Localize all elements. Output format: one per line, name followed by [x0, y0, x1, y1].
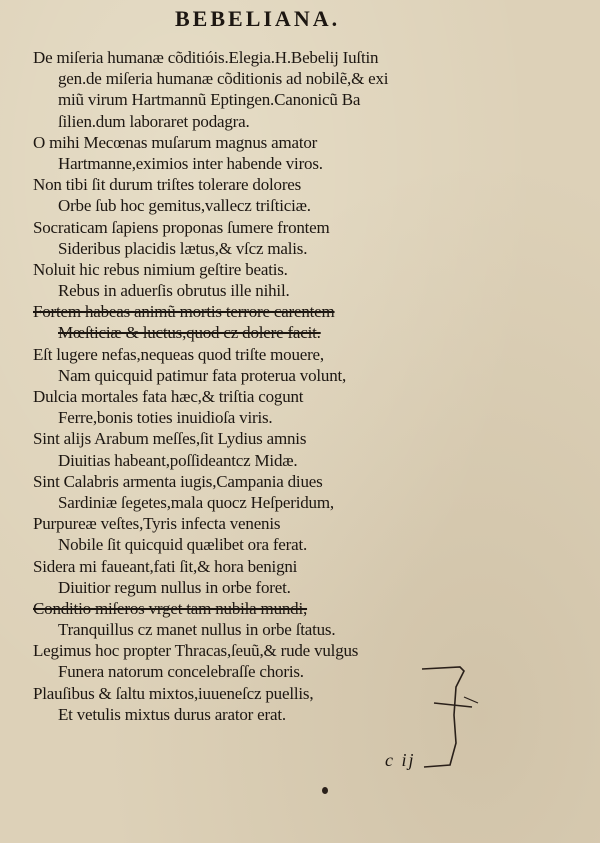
poem-line [0, 640, 600, 661]
poem-line [0, 344, 600, 365]
poem-line [0, 217, 600, 238]
poem-line-text: Sideribus placidis lætus,& vſcz malis. [58, 238, 308, 258]
poem-line-text: O mihi Mecœnas muſarum magnus amator [33, 132, 318, 152]
poem-line [0, 322, 600, 343]
poem-line-text: ſilien.dum laboraret podagra. [58, 111, 250, 131]
poem-line-text: Sidera mi faueant,fati ſit,& hora benigni [33, 556, 298, 576]
poem-line [0, 513, 600, 534]
poem-line-text: Noluit hic rebus nimium geſtire beatis. [33, 259, 288, 279]
poem-line-text: Legimus hoc propter Thracas,ſeuũ,& rude vulgus [33, 641, 359, 661]
poem-line [0, 89, 600, 110]
poem-line-text: Nam quicquid patimur fata proterua volunt, [58, 365, 347, 385]
poem-line [0, 428, 600, 449]
poem-line [0, 365, 600, 386]
handwritten-margin-bracket [420, 663, 480, 773]
poem-line-text: Diuitias habeant,poſſideantcz Midæ. [58, 450, 298, 470]
poem-line-text: Sint Calabris armenta iugis,Campania diues [33, 471, 323, 491]
poem-line [0, 471, 600, 492]
poem-line-text: Dulcia mortales fata hæc,& triſtia cogunt [33, 387, 304, 406]
poem-line [0, 598, 600, 619]
poem-line-text: Tranquillus cz manet nullus in orbe ſtatus. [58, 620, 336, 640]
poem-line [0, 259, 600, 280]
poem-line-text: Eſt lugere nefas,nequeas quod triſte mouere, [33, 344, 324, 364]
poem-text-block [0, 47, 600, 725]
poem-line-text: De miſeria humanæ cõditióis.Elegia.H.Bebelij Iuſtin [33, 48, 379, 67]
poem-line-text: Sardiniæ ſegetes,mala quocz Heſperidum, [58, 492, 334, 512]
poem-line [0, 47, 600, 68]
poem-line-text: Nobile ſit quicquid quælibet ora ferat. [58, 535, 308, 555]
poem-line-text: Funera natorum concelebraſſe choris. [58, 662, 304, 682]
poem-line-text: miũ virum Hartmannũ Eptingen.Canonicũ Ba [58, 90, 361, 110]
poem-line [0, 661, 600, 682]
poem-line [0, 450, 600, 471]
poem-line-text: Plauſibus & ſaltu mixtos,iuueneſcz puellis, [33, 683, 314, 703]
poem-line [0, 386, 600, 407]
poem-line [0, 111, 600, 132]
poem-line-text: gen.de miſeria humanæ cõditionis ad nobilẽ,& exi [58, 69, 389, 89]
poem-line-text: Ferre,bonis toties inuidioſa viris. [58, 408, 273, 428]
running-header: BEBELIANA. [175, 6, 341, 31]
poem-line-text: Non tibi ſit durum triſtes tolerare dolores [33, 175, 302, 195]
poem-line [0, 407, 600, 428]
poem-line-text: Orbe ſub hoc gemitus,vallecz triſticiæ. [58, 196, 311, 216]
poem-line [0, 153, 600, 174]
poem-line [0, 301, 600, 322]
poem-line-text: Fortem habeas animũ mortis terrore carentem [33, 302, 335, 322]
poem-line-text: Hartmanne,eximios inter habende viros. [58, 153, 323, 173]
poem-line-text: Sint alijs Arabum meſſes,ſit Lydius amnis [33, 429, 307, 449]
poem-line [0, 174, 600, 195]
poem-line-text: Mœſticiæ & luctus,quod cz dolere facit. [58, 323, 321, 343]
poem-line-text: Et vetulis mixtus durus arator erat. [58, 704, 286, 724]
poem-line [0, 556, 600, 577]
poem-line [0, 683, 600, 704]
poem-line-text: Conditio miſeros vrget tam nubila mundi, [33, 598, 308, 618]
poem-line-text: Rebus in aduerſis obrutus ille nihil. [58, 281, 290, 301]
poem-line [0, 68, 600, 89]
poem-line [0, 280, 600, 301]
poem-line [0, 132, 600, 153]
signature-mark: c ij [385, 750, 416, 770]
poem-line [0, 238, 600, 259]
poem-line [0, 534, 600, 555]
poem-line-text: Purpureæ veſtes,Tyris infecta venenis [33, 514, 281, 534]
poem-line-text: Diuitior regum nullus in orbe foret. [58, 577, 291, 597]
ink-dot [322, 787, 328, 794]
poem-line [0, 492, 600, 513]
poem-line-text: Socraticam ſapiens proponas ſumere frontem [33, 217, 330, 237]
poem-line [0, 619, 600, 640]
poem-line [0, 704, 600, 725]
poem-line [0, 577, 600, 598]
poem-line [0, 195, 600, 216]
